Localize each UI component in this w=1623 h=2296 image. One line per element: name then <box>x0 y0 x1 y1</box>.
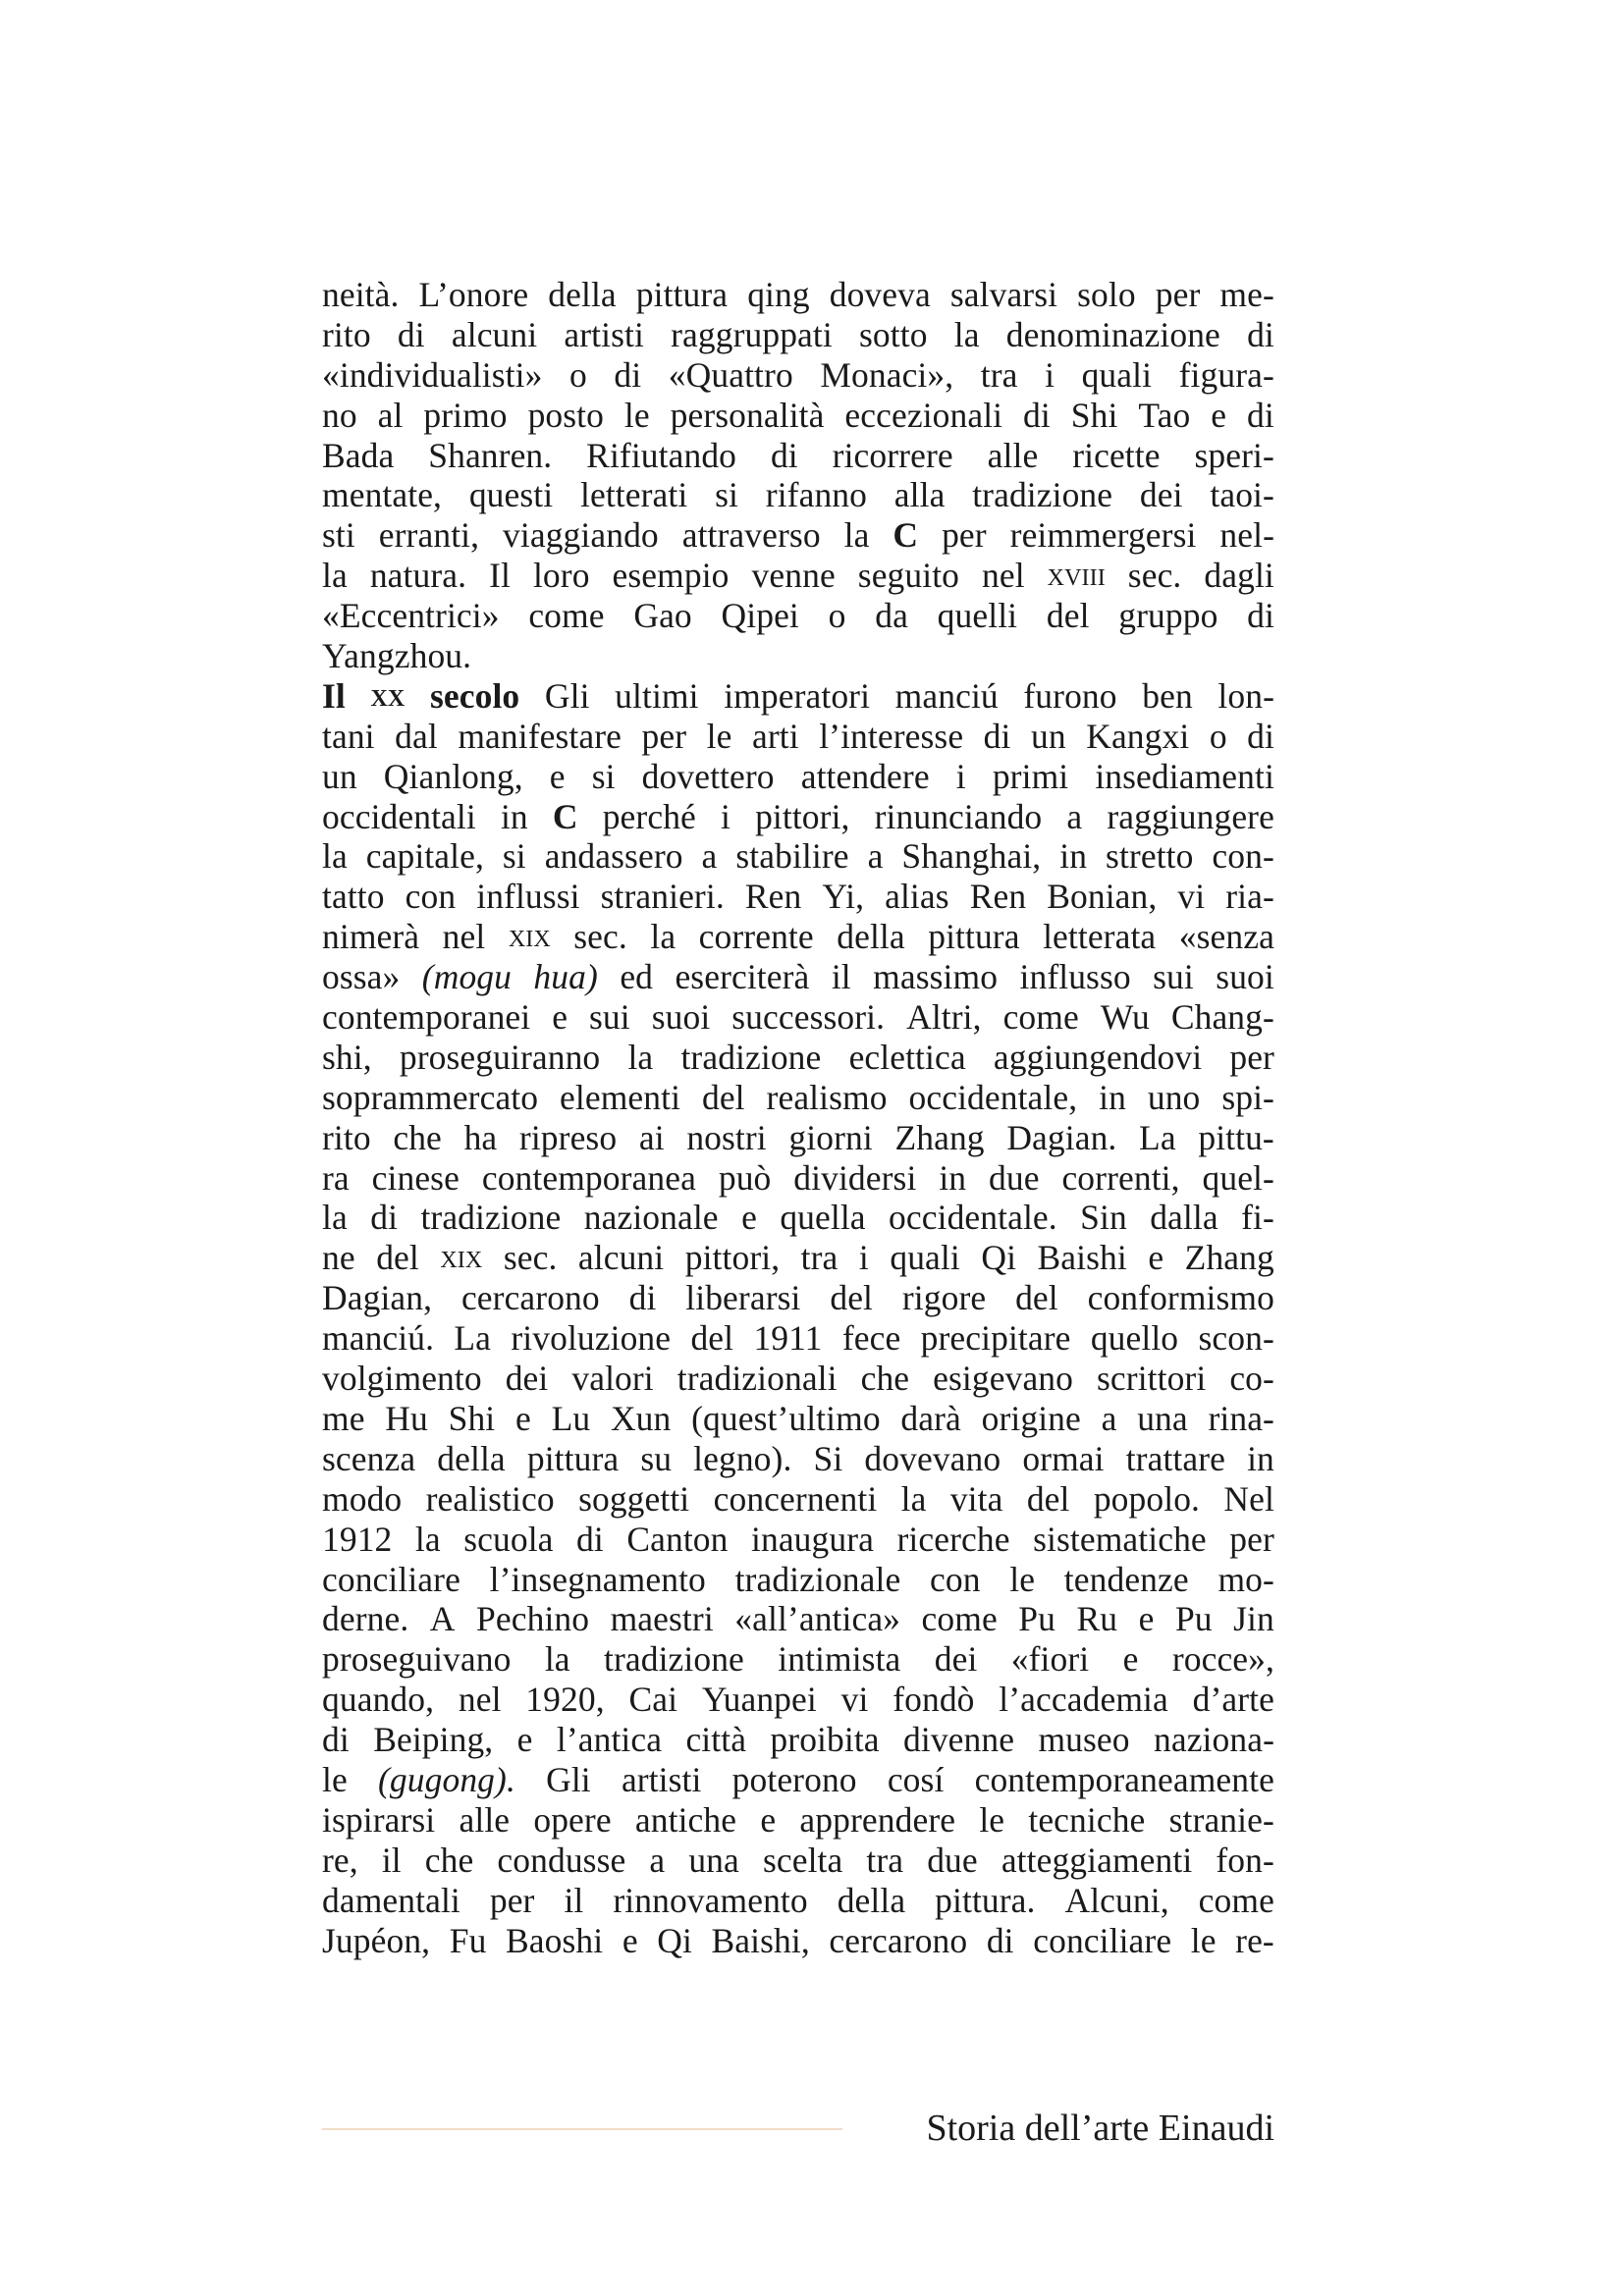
text-line: no al primo posto le personalità eccezionali di Shi Tao e di <box>322 395 1274 435</box>
text-line: soprammercato elementi del realismo occidentale, in uno spi- <box>322 1077 1274 1117</box>
text-line: la di tradizione nazionale e quella occidentale. Sin dalla fi- <box>322 1198 1274 1238</box>
text-line: un Qianlong, e si dovettero attendere i primi insediamenti <box>322 756 1274 796</box>
footer-rule <box>322 2128 842 2130</box>
text-line: tatto con influssi stranieri. Ren Yi, alias Ren Bonian, vi ria- <box>322 877 1274 917</box>
text-line: neità. L’onore della pittura qing doveva salvarsi solo per me- <box>322 275 1274 314</box>
text-line: volgimento dei valori tradizionali che esigevano scrittori co- <box>322 1359 1274 1399</box>
text-line: re, il che condusse a una scelta tra due atteggiamenti fon- <box>322 1840 1274 1880</box>
body-text <box>322 275 1274 1960</box>
text-line: contemporanei e sui suoi successori. Altri, come Wu Chang- <box>322 997 1274 1038</box>
text-line: proseguivano la tradizione intimista dei «fiori e rocce», <box>322 1639 1274 1680</box>
text-line: di Beiping, e l’antica città proibita divenne museo naziona- <box>322 1720 1274 1760</box>
text-line: ra cinese contemporanea può dividersi in due correnti, quel- <box>322 1157 1274 1198</box>
text-line: «individualisti» o di «Quattro Monaci», tra i quali figura- <box>322 354 1274 395</box>
footer-title: Storia dell’arte Einaudi <box>926 2108 1274 2149</box>
text-line: Bada Shanren. Rifiutando di ricorrere alle ricette speri- <box>322 435 1274 475</box>
text-line: me Hu Shi e Lu Xun (quest’ultimo darà origine a una rina- <box>322 1398 1274 1438</box>
page-footer <box>322 2099 1274 2158</box>
text-line: ossa» (mogu hua) ed eserciterà il massimo influsso sui suoi <box>322 957 1274 997</box>
text-line: conciliare l’insegnamento tradizionale con le tendenze mo- <box>322 1559 1274 1599</box>
text-line: ispirarsi alle opere antiche e apprendere le tecniche stranie- <box>322 1799 1274 1840</box>
text-line: mentate, questi letterati si rifanno alla tradizione dei taoi- <box>322 475 1274 515</box>
text-line: le (gugong). Gli artisti poterono cosí contemporaneamente <box>322 1759 1274 1799</box>
text-line: sti erranti, viaggiando attraverso la C per reimmergersi nel- <box>322 515 1274 556</box>
text-line: Yangzhou. <box>322 636 472 676</box>
text-line: la capitale, si andassero a stabilire a Shanghai, in stretto con- <box>322 836 1274 877</box>
text-line: shi, proseguiranno la tradizione eclettica aggiungendovi per <box>322 1037 1274 1077</box>
text-line: damentali per il rinnovamento della pittura. Alcuni, come <box>322 1880 1274 1920</box>
text-line: quando, nel 1920, Cai Yuanpei vi fondò l’accademia d’arte <box>322 1680 1274 1720</box>
text-line: nimerà nel xix sec. la corrente della pittura letterata «senza <box>322 917 1274 957</box>
text-line: modo realistico soggetti concernenti la vita del popolo. Nel <box>322 1478 1274 1519</box>
text-line: manciú. La rivoluzione del 1911 fece precipitare quello scon- <box>322 1318 1274 1359</box>
text-line: rito di alcuni artisti raggruppati sotto la denominazione di <box>322 314 1274 354</box>
text-line: rito che ha ripreso ai nostri giorni Zhang Dagian. La pittu- <box>322 1117 1274 1157</box>
text-line: 1912 la scuola di Canton inaugura ricerche sistematiche per <box>322 1519 1274 1559</box>
text-line: ne del xix sec. alcuni pittori, tra i quali Qi Baishi e Zhang <box>322 1238 1274 1278</box>
text-line: Il xx secolo Gli ultimi imperatori manciú furono ben lon- <box>322 675 1274 716</box>
text-line: derne. A Pechino maestri «all’antica» come Pu Ru e Pu Jin <box>322 1599 1274 1639</box>
text-line: occidentali in C perché i pittori, rinunciando a raggiungere <box>322 796 1274 836</box>
text-line: Jupéon, Fu Baoshi e Qi Baishi, cercarono di conciliare le re- <box>322 1920 1274 1960</box>
text-line: la natura. Il loro esempio venne seguito nel xviii sec. dagli <box>322 556 1274 596</box>
text-line: tani dal manifestare per le arti l’interesse di un Kangxi o di <box>322 716 1274 756</box>
text-line: scenza della pittura su legno). Si dovevano ormai trattare in <box>322 1438 1274 1478</box>
text-line: «Eccentrici» come Gao Qipei o da quelli del gruppo di <box>322 596 1274 636</box>
text-line: Dagian, cercarono di liberarsi del rigore del conformismo <box>322 1278 1274 1318</box>
